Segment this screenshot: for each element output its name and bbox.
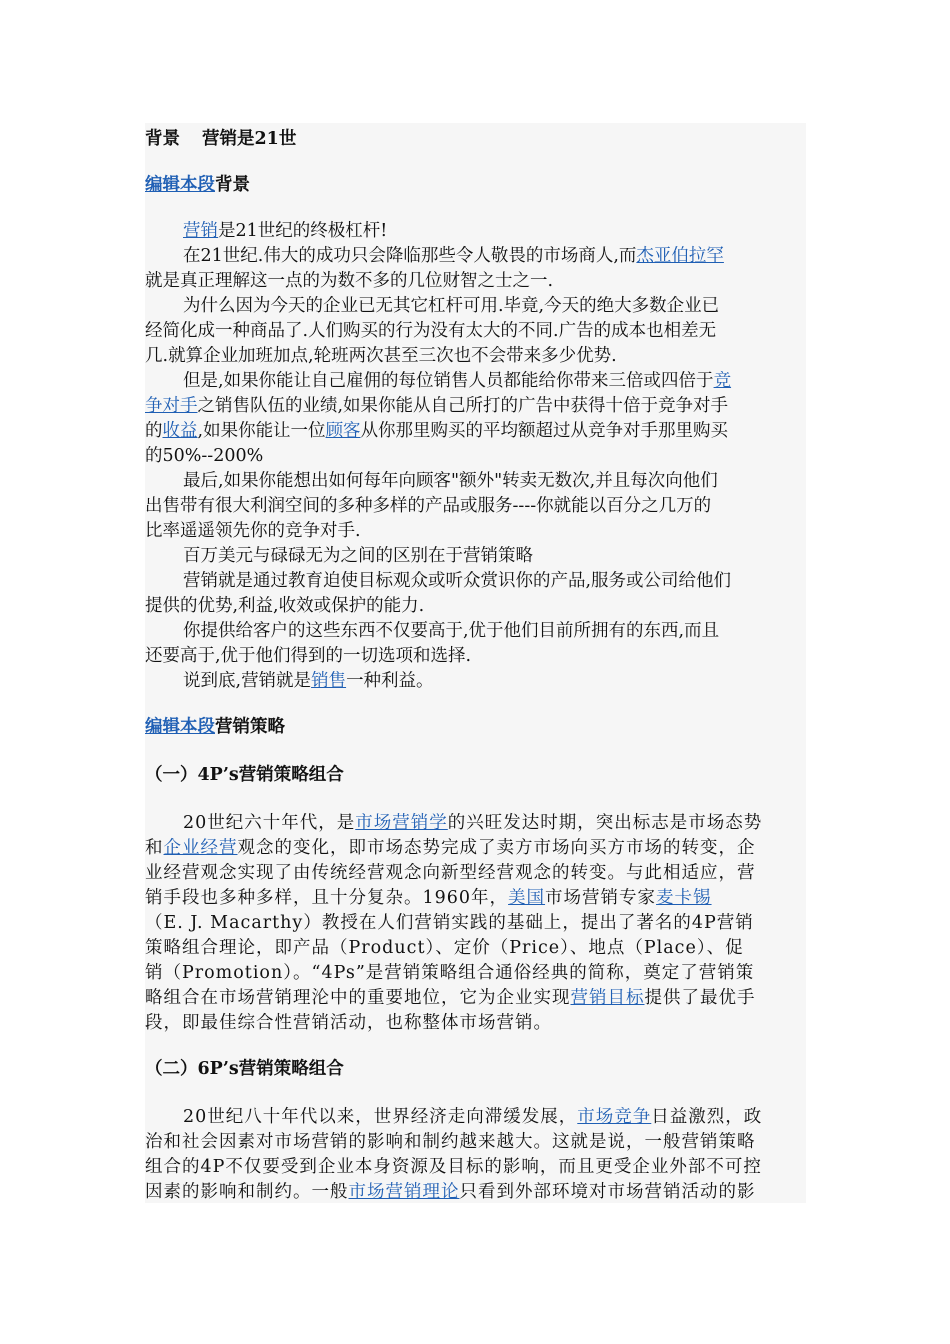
paragraph-line: [145, 1180, 756, 1203]
text: ,如果你能让一位: [197, 421, 326, 441]
title-background: 背景: [145, 129, 180, 149]
section-heading-background: [145, 173, 250, 198]
text: 的兴旺发达时期，突出标志是市场态势: [447, 813, 763, 833]
text: 段，即最佳综合性营销活动，也称整体市场营销。: [145, 1013, 552, 1033]
paragraph-line: [183, 294, 719, 319]
edit-section-link[interactable]: 编辑本段: [145, 717, 215, 737]
paragraph-line: [183, 1105, 762, 1130]
paragraph-line: [145, 1155, 762, 1180]
link-market-competition[interactable]: 市场竞争: [577, 1107, 652, 1127]
paragraph-line: [145, 419, 728, 444]
text: 就是真正理解这一点的为数不多的几位财智之士之一.: [145, 271, 554, 291]
text: 和: [145, 838, 164, 858]
paragraph-line: [183, 469, 718, 494]
text: （E. J. Macarthy）教授在人们营销实践的基础上，提出了著名的4P营销: [145, 913, 754, 933]
text: 市场营销专家: [545, 888, 657, 908]
paragraph-line: [145, 644, 471, 669]
link-marketing-theory[interactable]: 市场营销理论: [348, 1182, 460, 1202]
paragraph-line: [145, 961, 754, 986]
paragraph-line: [145, 394, 728, 419]
text: 但是,如果你能让自己雇佣的每位销售人员都能给你带来三倍或四倍于: [183, 371, 714, 391]
paragraph-line: [145, 319, 716, 344]
paragraph-line: [145, 344, 617, 369]
text: 营销就是通过教育迫使目标观众或听众赏识你的产品,服务或公司给他们: [183, 571, 732, 591]
text: 的50%--200%: [145, 446, 264, 466]
edit-section-link[interactable]: 编辑本段: [145, 175, 215, 195]
text: （二）6P’s营销策略组合: [145, 1059, 344, 1079]
text: 之销售队伍的业绩,如果你能从自己所打的广告中获得十倍于竞争对手: [197, 396, 729, 416]
paragraph-line: [183, 219, 387, 244]
text: 比率遥遥领先你的竞争对手.: [145, 521, 361, 541]
text: 在21世纪.伟大的成功只会降临那些令人敬畏的市场商人,而: [183, 246, 637, 266]
paragraph-line: [183, 619, 719, 644]
section-title: 背景: [215, 175, 250, 195]
paragraph-line: [145, 1130, 756, 1155]
link-marketing[interactable]: 营销: [183, 221, 218, 241]
text: 因素的影响和制约。一般: [145, 1182, 349, 1202]
link-jay-abraham[interactable]: 杰亚伯拉罕: [636, 246, 724, 266]
subheading-4ps: [145, 763, 344, 788]
text: 一种利益。: [346, 671, 434, 691]
link-customer[interactable]: 顾客: [325, 421, 361, 441]
paragraph-line: [183, 244, 724, 269]
text: 的: [145, 421, 163, 441]
paragraph-line: [183, 369, 731, 394]
paragraph-line: [145, 836, 756, 861]
paragraph-line: [183, 569, 731, 594]
text: 只看到外部环境对市场营销活动的影: [459, 1182, 756, 1202]
text: 是21世纪的终极杠杆!: [218, 221, 388, 241]
text: 从你那里购买的平均额超过从竞争对手那里购买: [360, 421, 729, 441]
text: 业经营观念实现了由传统经营观念向新型经营观念的转变。与此相适应，营: [145, 863, 756, 883]
paragraph-line: [145, 269, 553, 294]
paragraph-line: [183, 544, 533, 569]
link-sales[interactable]: 销售: [311, 671, 347, 691]
link-marketing-goal[interactable]: 营销目标: [570, 988, 645, 1008]
link-revenue[interactable]: 收益: [162, 421, 198, 441]
paragraph-line: [183, 811, 762, 836]
text: 销手段也多种多样，且十分复杂。1960年，: [145, 888, 509, 908]
text: 20世纪八十年代以来，世界经济走向滞缓发展，: [183, 1107, 578, 1127]
text: 还要高于,优于他们得到的一切选项和选择.: [145, 646, 472, 666]
text: 治和社会因素对市场营销的影响和制约越来越大。这就是说，一般营销策略: [145, 1132, 756, 1152]
paragraph-line: [145, 1011, 552, 1036]
text: 提供的优势,利益,收效或保护的能力.: [145, 596, 425, 616]
link-marketing-science[interactable]: 市场营销学: [355, 813, 448, 833]
article-panel: [145, 123, 806, 1203]
text: 百万美元与碌碌无为之间的区别在于营销策略: [183, 546, 533, 566]
text: 组合的4P不仅要受到企业本身资源及目标的影响，而且更受企业外部不可控: [145, 1157, 762, 1177]
paragraph-line: [183, 669, 434, 694]
title-main: 营销是21世: [202, 129, 297, 149]
subheading-6ps: [145, 1057, 344, 1082]
text: 最后,如果你能想出如何每年向顾客"额外"转卖无数次,并且每次向他们: [183, 471, 718, 491]
paragraph-line: [145, 861, 756, 886]
text: 20世纪六十年代，是: [183, 813, 356, 833]
text: 销（Promotion）。“4Ps”是营销策略组合通俗经典的简称，奠定了营销策: [145, 963, 755, 983]
paragraph-line: [145, 911, 754, 936]
text: 日益激烈，政: [651, 1107, 763, 1127]
text: （一）4P’s营销策略组合: [145, 765, 344, 785]
text: 提供了最优手: [644, 988, 756, 1008]
text: 观念的变化，即市场态势完成了卖方市场向买方市场的转变，企: [237, 838, 756, 858]
text: 出售带有很大利润空间的多种多样的产品或服务----你就能以百分之几万的: [145, 496, 712, 516]
paragraph-line: [145, 519, 361, 544]
paragraph-line: [145, 444, 263, 469]
paragraph-line: [145, 594, 424, 619]
paragraph-line: [145, 494, 711, 519]
text: 你提供给客户的这些东西不仅要高于,优于他们目前所拥有的东西,而且: [183, 621, 720, 641]
link-mccarthy[interactable]: 麦卡锡: [656, 888, 712, 908]
paragraph-line: [145, 936, 744, 961]
text: 略组合在市场营销理沦中的重要地位，它为企业实现: [145, 988, 571, 1008]
link-usa[interactable]: 美国: [508, 888, 546, 908]
section-title: 营销策略: [215, 717, 285, 737]
text: 为什么因为今天的企业已无其它杠杆可用.毕竟,今天的绝大多数企业已: [183, 296, 720, 316]
text: 几.就算企业加班加点,轮班两次甚至三次也不会带来多少优势.: [145, 346, 617, 366]
link-competitor[interactable]: 竞: [713, 371, 732, 391]
text: 说到底,营销就是: [183, 671, 312, 691]
link-competitor-cont[interactable]: 争对手: [145, 396, 198, 416]
text: 策略组合理论，即产品（Product）、定价（Price）、地点（Place）、促: [145, 938, 744, 958]
page-title: [145, 127, 296, 152]
paragraph-line: [145, 986, 756, 1011]
link-business-operation[interactable]: 企业经营: [163, 838, 238, 858]
paragraph-line: [145, 886, 712, 911]
text: 经简化成一种商品了.人们购买的行为没有太大的不同.广告的成本也相差无: [145, 321, 717, 341]
section-heading-strategy: [145, 715, 285, 740]
